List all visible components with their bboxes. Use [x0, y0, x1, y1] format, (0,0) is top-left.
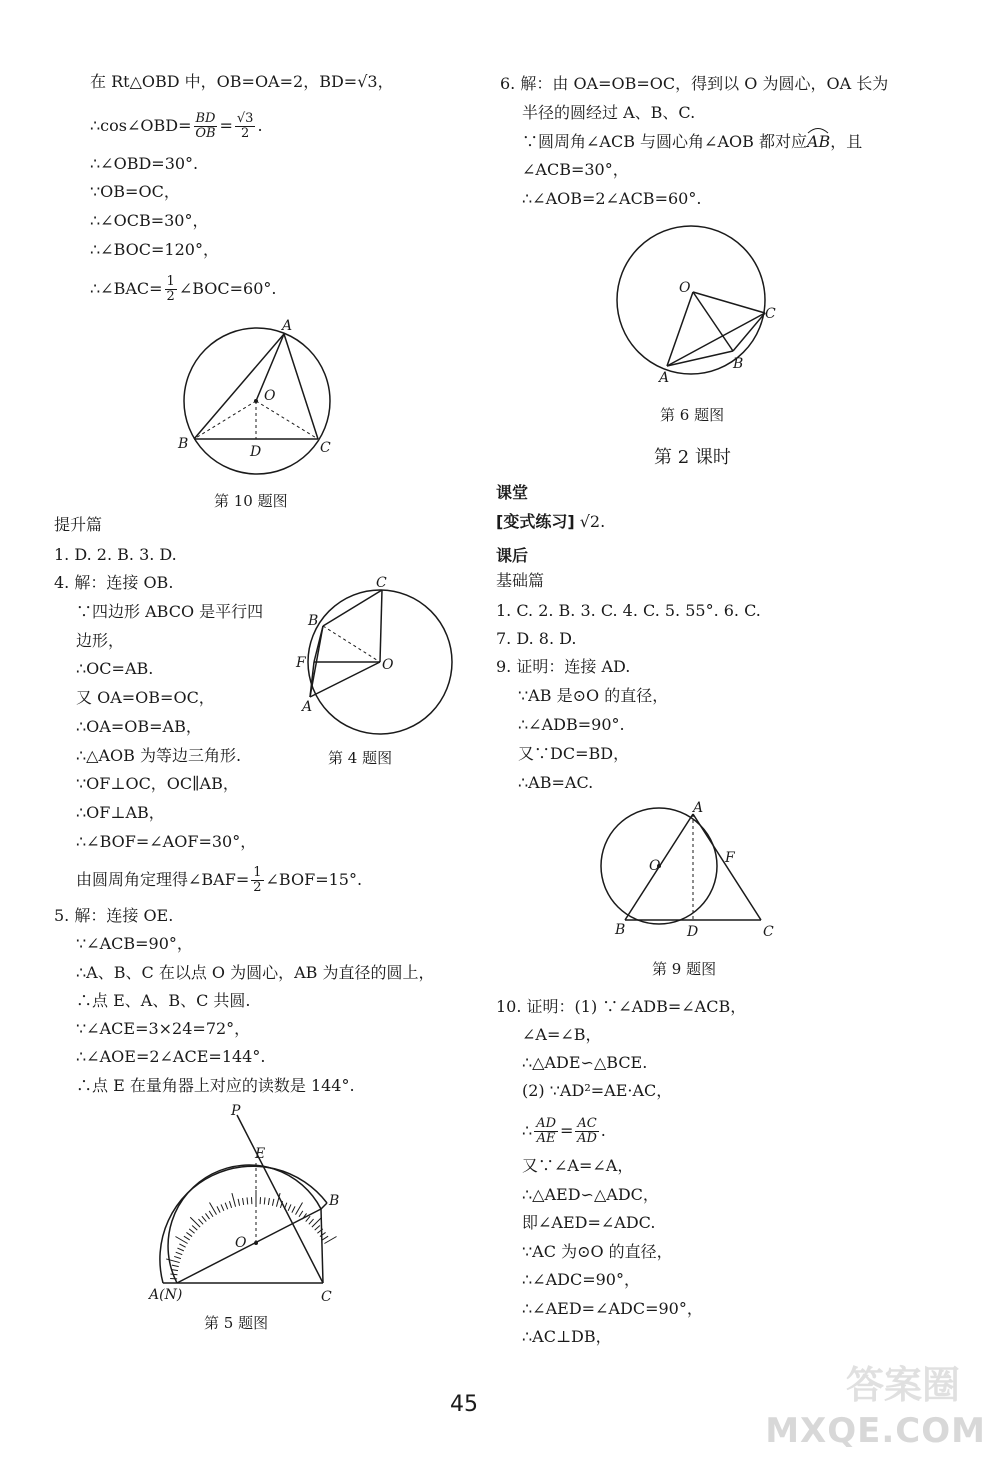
p6-line1: 6. 解：由 OA=OB=OC，得到以 O 为圆心，OA 长为 [500, 74, 889, 93]
label-c: C [763, 924, 774, 940]
protractor-tick [247, 1197, 248, 1204]
protractor-tick [229, 1201, 231, 1208]
figure-5-diagram [145, 1103, 355, 1308]
protractor-tick [315, 1225, 320, 1230]
p9-line2: ∵AB 是⊙O 的直径， [518, 686, 669, 705]
label-c: C [765, 306, 776, 322]
bianshi-line: [变式练习] √2. [496, 512, 606, 531]
p5-line7: ∴点 E 在量角器上对应的读数是 144°. [76, 1076, 355, 1095]
protractor-tick [243, 1198, 244, 1205]
protractor-tick [217, 1206, 220, 1212]
p10-line6: ∴∠BOC=120°， [90, 240, 219, 259]
protractor-tick [176, 1252, 183, 1255]
p10b-line8: 即∠AED=∠ADC. [522, 1213, 656, 1232]
protractor-tick [202, 1216, 206, 1221]
p6-line4: ∠ACB=30°， [522, 160, 629, 179]
protractor-tick [192, 1225, 197, 1230]
protractor-tick [320, 1232, 326, 1236]
label-c: C [376, 575, 387, 591]
p10b-line9: ∵AC 为⊙O 的直径， [522, 1242, 673, 1261]
protractor-tick [309, 1219, 314, 1224]
answers-7-8: 7. D. 8. D. [496, 629, 577, 648]
fraction-ad-ae: $\frac{AD}{AE}$ [536, 1116, 556, 1146]
p9-line4: 又∵DC=BD， [518, 744, 630, 763]
fraction-1-2: $\frac{1}{2}$ [166, 274, 175, 304]
p4-line10: ∴∠BOF=∠AOF=30°， [76, 832, 257, 851]
watermark-logo: 答案圈 [845, 1363, 960, 1407]
p4-line2: ∵四边形 ABCO 是平行四 [76, 602, 264, 621]
label-c: C [320, 440, 331, 456]
label-e: E [255, 1146, 266, 1162]
label-d: D [250, 444, 262, 460]
label-c: C [321, 1289, 332, 1305]
fig9-caption: 第 9 题图 [652, 960, 717, 978]
protractor-tick [209, 1211, 213, 1217]
figure-9-diagram [595, 800, 785, 950]
p10-line3: ∴∠OBD=30°. [90, 154, 199, 173]
arc-ab: AB [807, 132, 830, 151]
p10b-line2: ∠A=∠B， [522, 1025, 602, 1044]
p10b-line6: 又∵∠A=∠A， [522, 1156, 634, 1175]
section-kehou: 课后 [496, 546, 529, 565]
protractor-tick [174, 1256, 181, 1258]
protractor-tick [322, 1236, 328, 1240]
answers-1-3: 1. D. 2. B. 3. D. [54, 545, 177, 564]
label-b: B [733, 356, 744, 372]
p10-line1: 在 Rt△OBD 中，OB=OA=2，BD=√3， [90, 72, 394, 91]
p10b-line5: ∴ $\frac{AD}{AE}$ = $\frac{AC}{AD}$ . [522, 1116, 606, 1146]
fraction-sqrt3-2: $\frac{√3}{2}$ [236, 111, 254, 141]
fig6-caption: 第 6 题图 [660, 406, 725, 424]
label-a: A [693, 800, 704, 816]
p10b-line3: ∴△ADE∽△BCE. [522, 1053, 648, 1072]
protractor-tick [292, 1206, 295, 1212]
p10b-line12: ∴AC⊥DB， [522, 1327, 612, 1346]
protractor-tick [312, 1217, 322, 1227]
protractor-tick [186, 1232, 192, 1236]
figure-4-diagram [292, 575, 462, 725]
protractor-tick [189, 1229, 194, 1233]
figure-10-diagram [170, 318, 360, 488]
p4-line6: ∴OA=OB=AB， [76, 717, 202, 736]
label-a: A [302, 699, 313, 715]
p5-line3: ∴A、B、C 在以点 O 为圆心，AB 为直径的圆上， [76, 963, 435, 982]
protractor-tick [177, 1248, 183, 1251]
protractor-tick [225, 1203, 228, 1210]
protractor-tick [221, 1204, 224, 1210]
label-p: P [231, 1103, 241, 1119]
p9-line1: 9. 证明：连接 AD. [496, 657, 631, 676]
p4-line1: 4. 解：连接 OB. [54, 573, 174, 592]
p6-line5: ∴∠AOB=2∠ACB=60°. [522, 189, 702, 208]
p4-line11: 由圆周角定理得∠BAF= $\frac{1}{2}$ ∠BOF=15°. [76, 865, 363, 895]
label-b: B [615, 922, 626, 938]
p5-line6: ∴∠AOE=2∠ACE=144°. [76, 1047, 266, 1066]
protractor-tick [232, 1193, 236, 1207]
figure-6-diagram [605, 220, 795, 395]
section-ketang: 课堂 [496, 483, 529, 502]
label-b: B [178, 436, 189, 452]
protractor-tick [238, 1199, 239, 1206]
section-tisheng: 提升篇 [54, 515, 103, 534]
p10-line5: ∴∠OCB=30°， [90, 211, 209, 230]
protractor-tick [268, 1198, 269, 1205]
protractor-tick [166, 1259, 180, 1263]
p4-line3: 边形， [76, 631, 125, 650]
protractor-tick [179, 1244, 185, 1247]
p5-line5: ∵∠ACE=3×24=72°， [76, 1019, 251, 1038]
p4-line7: ∴△AOB 为等边三角形. [76, 746, 242, 765]
protractor-tick [198, 1219, 203, 1224]
p5-line4: ∴点 E、A、B、C 共圆. [76, 991, 251, 1010]
p10b-line11: ∴∠AED=∠ADC=90°， [522, 1299, 703, 1318]
p10-line2: ∴cos∠OBD= $\frac{BD}{OB}$ = $\frac{√3}{2}$ . [90, 111, 263, 141]
p6-line3: ∵圆周角∠ACB 与圆心角∠AOB 都对应 AB，且 [522, 132, 862, 152]
protractor-tick [205, 1213, 209, 1219]
fig4-caption: 第 4 题图 [328, 749, 393, 767]
label-o: O [264, 388, 276, 404]
protractor-tick [299, 1211, 303, 1217]
label-a-n: A(N) [149, 1287, 183, 1303]
label-o: O [382, 657, 394, 673]
label-o: O [649, 858, 661, 874]
p10b-line10: ∴∠ADC=90°， [522, 1270, 640, 1289]
p4-line5: 又 OA=OB=OC， [76, 688, 215, 707]
p6-line2: 半径的圆经过 A、B、C. [522, 103, 696, 122]
label-o: O [235, 1235, 247, 1251]
watermark-url: MXQE.COM [765, 1411, 986, 1451]
p9-line5: ∴AB=AC. [518, 773, 594, 792]
label-d: D [687, 924, 699, 940]
label-b: B [308, 613, 319, 629]
label-f: F [296, 655, 306, 671]
protractor-tick [190, 1217, 200, 1227]
label-b: B [329, 1193, 340, 1209]
p4-line8: ∵OF⊥OC，OC∥AB， [76, 774, 239, 793]
page-number: 45 [450, 1392, 478, 1417]
label-o: O [679, 280, 691, 296]
protractor-tick [288, 1204, 291, 1210]
answers-1-6: 1. C. 2. B. 3. C. 4. C. 5. 55°. 6. C. [496, 601, 761, 620]
p10b-line7: ∴△AED∽△ADC， [522, 1185, 659, 1204]
fig10-caption: 第 10 题图 [214, 492, 288, 510]
p5-line2: ∵∠ACB=90°， [76, 934, 193, 953]
label-a: A [659, 370, 670, 386]
label-f: F [725, 850, 735, 866]
p5-line1: 5. 解：连接 OE. [54, 906, 174, 925]
p10b-line4: (2) ∵AD²=AE·AC， [522, 1081, 673, 1100]
p10-line4: ∵OB=OC， [90, 182, 180, 201]
protractor-tick [264, 1197, 265, 1204]
p9-line3: ∴∠ADB=90°. [518, 715, 625, 734]
p10-line7: ∴∠BAC= $\frac{1}{2}$ ∠BOC=60°. [90, 274, 277, 304]
protractor-tick [172, 1265, 179, 1266]
label-a: A [282, 318, 293, 334]
p4-line9: ∴OF⊥AB， [76, 803, 165, 822]
fig5-caption: 第 5 题图 [204, 1314, 269, 1332]
fraction-bd-ob: $\frac{BD}{OB}$ [195, 111, 216, 141]
fraction-1-2-p4: $\frac{1}{2}$ [253, 865, 262, 895]
p4-line4: ∴OC=AB. [76, 659, 154, 678]
fraction-ac-ad: $\frac{AC}{AD}$ [577, 1116, 597, 1146]
section-jichu: 基础篇 [496, 571, 545, 590]
protractor-tick [184, 1236, 190, 1240]
lesson-2-heading: 第 2 课时 [654, 447, 731, 468]
p10b-line1: 10. 证明：(1) ∵∠ADB=∠ACB， [496, 997, 747, 1016]
protractor-tick [272, 1199, 273, 1206]
